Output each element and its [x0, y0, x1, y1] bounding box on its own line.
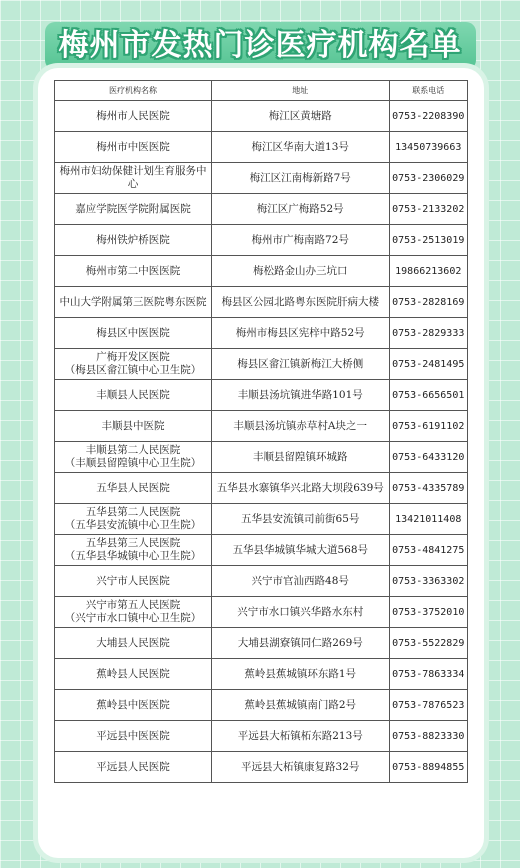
address-cell: 平远县大柘镇柘东路213号	[211, 721, 389, 752]
phone-cell: 0753-2208390	[389, 101, 467, 132]
table-row	[55, 628, 468, 659]
address-cell: 五华县安流镇司前街65号	[211, 504, 389, 535]
header-address: 地址	[211, 81, 389, 101]
address-cell: 五华县华城镇华城大道568号	[211, 535, 389, 566]
address-cell: 兴宁市水口镇兴华路水东村	[211, 597, 389, 628]
table-row	[55, 597, 468, 628]
address-cell: 梅江区黄塘路	[211, 101, 389, 132]
institution-name-cell: 平远县中医医院	[55, 721, 212, 752]
table-row	[55, 194, 468, 225]
phone-cell: 0753-4841275	[389, 535, 467, 566]
table-row	[55, 690, 468, 721]
table-row	[55, 349, 468, 380]
institution-name-cell: 蕉岭县人民医院	[55, 659, 212, 690]
phone-cell: 0753-2513019	[389, 225, 467, 256]
address-cell: 蕉岭县蕉城镇环东路1号	[211, 659, 389, 690]
phone-cell: 0753-6433120	[389, 442, 467, 473]
phone-cell: 0753-8823330	[389, 721, 467, 752]
address-cell: 丰顺县汤坑镇进华路101号	[211, 380, 389, 411]
header-phone: 联系电话	[389, 81, 467, 101]
institution-name-cell: 大埔县人民医院	[55, 628, 212, 659]
phone-cell: 0753-7863334	[389, 659, 467, 690]
table-row	[55, 101, 468, 132]
table-row	[55, 535, 468, 566]
table-body	[55, 101, 468, 783]
address-cell: 梅州市梅县区宪梓中路52号	[211, 318, 389, 349]
institution-name-cell: 梅县区中医医院	[55, 318, 212, 349]
address-cell: 蕉岭县蕉城镇南门路2号	[211, 690, 389, 721]
phone-cell: 0753-4335789	[389, 473, 467, 504]
table-row	[55, 504, 468, 535]
table-row	[55, 411, 468, 442]
phone-cell: 0753-2133202	[389, 194, 467, 225]
list-card	[38, 68, 484, 858]
institution-name-cell: 兴宁市人民医院	[55, 566, 212, 597]
address-cell: 丰顺县汤坑镇赤草村A块之一	[211, 411, 389, 442]
table-header-row	[55, 81, 468, 101]
institution-name-cell: 五华县第三人民医院 （五华县华城镇中心卫生院）	[55, 535, 212, 566]
table-row	[55, 256, 468, 287]
institution-name-cell: 兴宁市第五人民医院 （兴宁市水口镇中心卫生院）	[55, 597, 212, 628]
institution-table	[54, 80, 468, 783]
phone-cell: 0753-5522829	[389, 628, 467, 659]
table-row	[55, 566, 468, 597]
institution-name-cell: 梅州市妇幼保健计划生育服务中心	[55, 163, 212, 194]
institution-name-cell: 广梅开发区医院 （梅县区畲江镇中心卫生院）	[55, 349, 212, 380]
phone-cell: 0753-3363302	[389, 566, 467, 597]
address-cell: 梅松路金山办三坑口	[211, 256, 389, 287]
page-title: 梅州市发热门诊医疗机构名单	[45, 22, 476, 70]
table-row	[55, 287, 468, 318]
address-cell: 平远县大柘镇康复路32号	[211, 752, 389, 783]
address-cell: 兴宁市官汕西路48号	[211, 566, 389, 597]
address-cell: 梅县区公园北路粤东医院肝病大楼	[211, 287, 389, 318]
table-row	[55, 442, 468, 473]
institution-name-cell: 蕉岭县中医医院	[55, 690, 212, 721]
phone-cell: 0753-2828169	[389, 287, 467, 318]
table-row	[55, 380, 468, 411]
address-cell: 大埔县湖寮镇同仁路269号	[211, 628, 389, 659]
table-row	[55, 318, 468, 349]
phone-cell: 0753-6191102	[389, 411, 467, 442]
institution-name-cell: 梅州市人民医院	[55, 101, 212, 132]
table-row	[55, 752, 468, 783]
institution-name-cell: 丰顺县第二人民医院 （丰顺县留隍镇中心卫生院）	[55, 442, 212, 473]
header-name: 医疗机构名称	[55, 81, 212, 101]
phone-cell: 0753-6656501	[389, 380, 467, 411]
institution-name-cell: 梅州市第二中医医院	[55, 256, 212, 287]
table-row	[55, 659, 468, 690]
address-cell: 梅江区广梅路52号	[211, 194, 389, 225]
phone-cell: 13421011408	[389, 504, 467, 535]
table-row	[55, 225, 468, 256]
title-banner	[0, 22, 520, 74]
phone-cell: 19866213602	[389, 256, 467, 287]
address-cell: 五华县水寨镇华兴北路大坝段639号	[211, 473, 389, 504]
institution-name-cell: 丰顺县人民医院	[55, 380, 212, 411]
phone-cell: 0753-8894855	[389, 752, 467, 783]
institution-name-cell: 梅州市中医医院	[55, 132, 212, 163]
institution-name-cell: 五华县人民医院	[55, 473, 212, 504]
table-row	[55, 132, 468, 163]
phone-cell: 0753-7876523	[389, 690, 467, 721]
address-cell: 梅江区华南大道13号	[211, 132, 389, 163]
phone-cell: 0753-2481495	[389, 349, 467, 380]
address-cell: 梅州市广梅南路72号	[211, 225, 389, 256]
institution-name-cell: 丰顺县中医院	[55, 411, 212, 442]
institution-name-cell: 梅州铁炉桥医院	[55, 225, 212, 256]
table-row	[55, 721, 468, 752]
institution-name-cell: 嘉应学院医学院附属医院	[55, 194, 212, 225]
phone-cell: 0753-2829333	[389, 318, 467, 349]
address-cell: 丰顺县留隍镇环城路	[211, 442, 389, 473]
table-row	[55, 163, 468, 194]
address-cell: 梅江区江南梅新路7号	[211, 163, 389, 194]
phone-cell: 13450739663	[389, 132, 467, 163]
institution-name-cell: 中山大学附属第三医院粤东医院	[55, 287, 212, 318]
address-cell: 梅县区畲江镇新梅江大桥侧	[211, 349, 389, 380]
table-row	[55, 473, 468, 504]
institution-name-cell: 五华县第二人民医院 （五华县安流镇中心卫生院）	[55, 504, 212, 535]
institution-name-cell: 平远县人民医院	[55, 752, 212, 783]
phone-cell: 0753-2306029	[389, 163, 467, 194]
phone-cell: 0753-3752010	[389, 597, 467, 628]
